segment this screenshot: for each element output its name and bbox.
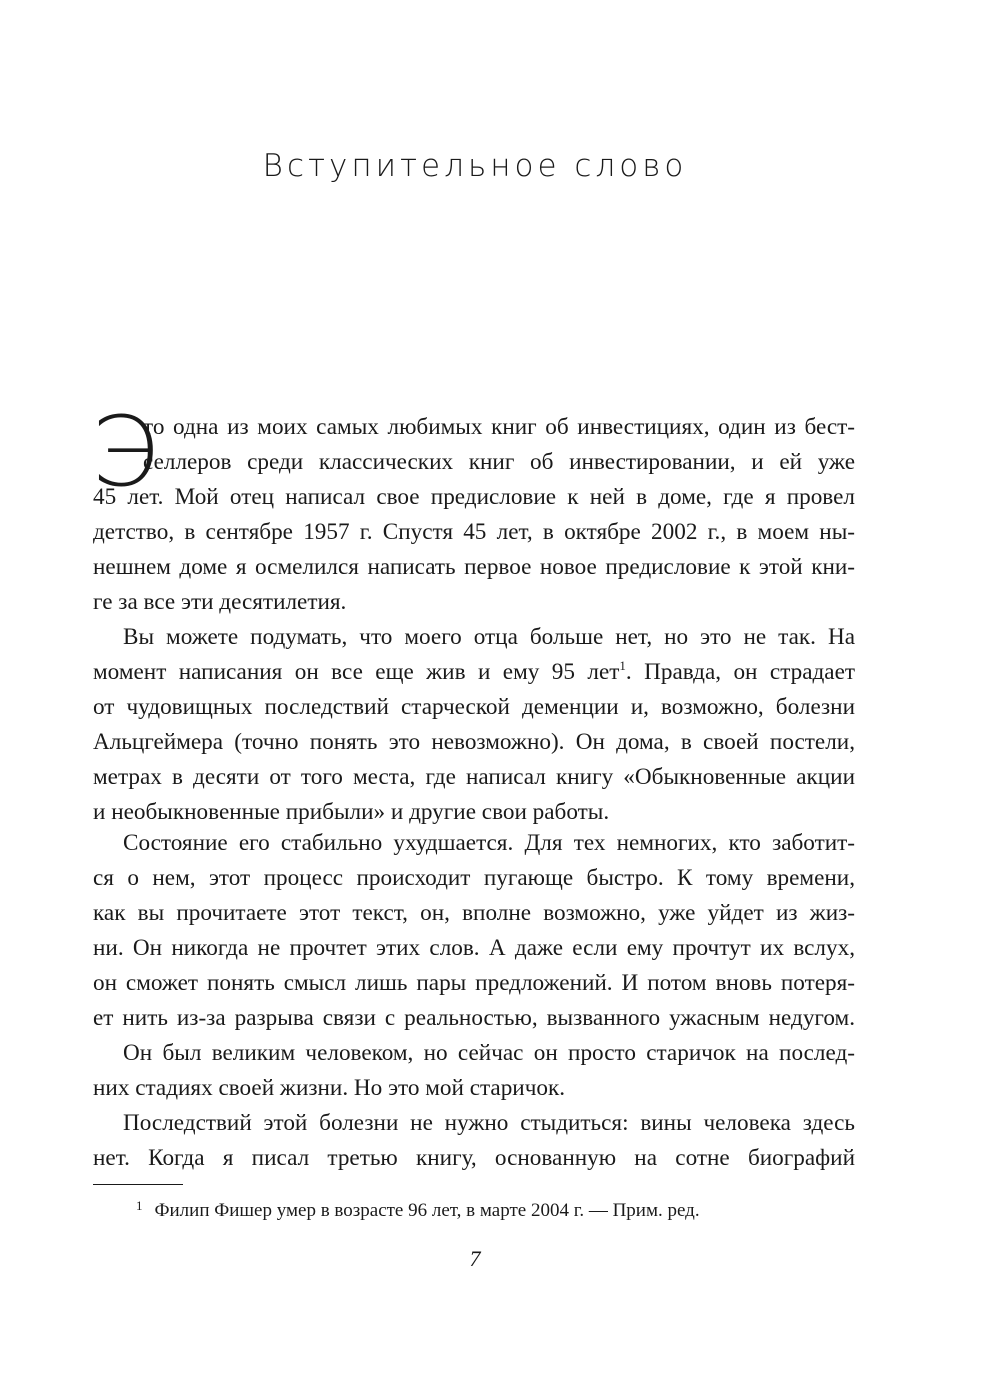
text-line: селлеров среди классических книг об инвестировании, и ей уже [143,449,855,475]
text-segment: . Правда, он страдает [625,659,856,685]
text-line: Он был великим человеком, но сейчас он просто старичок на послед- [123,1040,855,1066]
footnote [136,1192,700,1225]
text-line: Состояние его стабильно ухудшается. Для тех немногих, кто заботит- [123,830,855,856]
text-line: метрах в десяти от того места, где написал книгу «Обыкновенные акции [93,764,855,790]
chapter-title: Вступительное слово [262,148,688,184]
footnote-divider [93,1184,183,1185]
text-line-with-footnote [93,655,855,689]
text-line: Вы можете подумать, что моего отца больше нет, но это не так. На [123,624,855,650]
text-line: ет нить из-за разрыва связи с реальностью, вызванного ужасным недугом. [93,1005,855,1031]
drop-cap-letter: Э [91,396,159,508]
text-line: детство, в сентябре 1957 г. Спустя 45 лет, в октябре 2002 г., в моем ны- [93,519,855,545]
text-line: нет. Когда я писал третью книгу, основанную на сотне биографий [93,1145,855,1171]
text-line: Альцгеймера (точно понять это невозможно). Он дома, в своей постели, [93,729,855,755]
footnote-text: Филип Фишер умер в возрасте 96 лет, в марте 2004 г. — Прим. ред. [154,1200,700,1221]
text-line: он сможет понять смысл лишь пары предложений. И потом вновь потеря- [93,970,855,996]
text-line: 45 лет. Мой отец написал свое предисловие к ней в доме, где я провел [93,484,855,510]
text-line: от чудовищных последствий старческой деменции и, возможно, болезни [93,694,855,720]
text-line: как вы прочитаете этот текст, он, вполне возможно, уже уйдет из жиз- [93,900,855,926]
footnote-reference: 1 [619,658,626,673]
text-line: и необыкновенные прибыли» и другие свои работы. [93,799,610,825]
text-line: Последствий этой болезни не нужно стыдиться: вины человека здесь [123,1110,855,1136]
page-number: 7 [469,1246,481,1271]
text-line: них стадиях своей жизни. Но это мой старичок. [93,1075,566,1101]
text-line: то одна из моих самых любимых книг об инвестициях, один из бест- [143,414,855,440]
text-segment: момент написания он все еще жив и ему 95 лет [93,659,620,685]
text-line: ни. Он никогда не прочтет этих слов. А даже если ему прочтут их вслух, [93,935,855,961]
text-line: ге за все эти десятилетия. [93,589,347,615]
footnote-number: 1 [136,1198,143,1213]
text-line: ся о нем, этот процесс происходит пугающе быстро. К тому времени, [93,865,855,891]
text-line: нешнем доме я осмелился написать первое новое предисловие к этой кни- [93,554,855,580]
